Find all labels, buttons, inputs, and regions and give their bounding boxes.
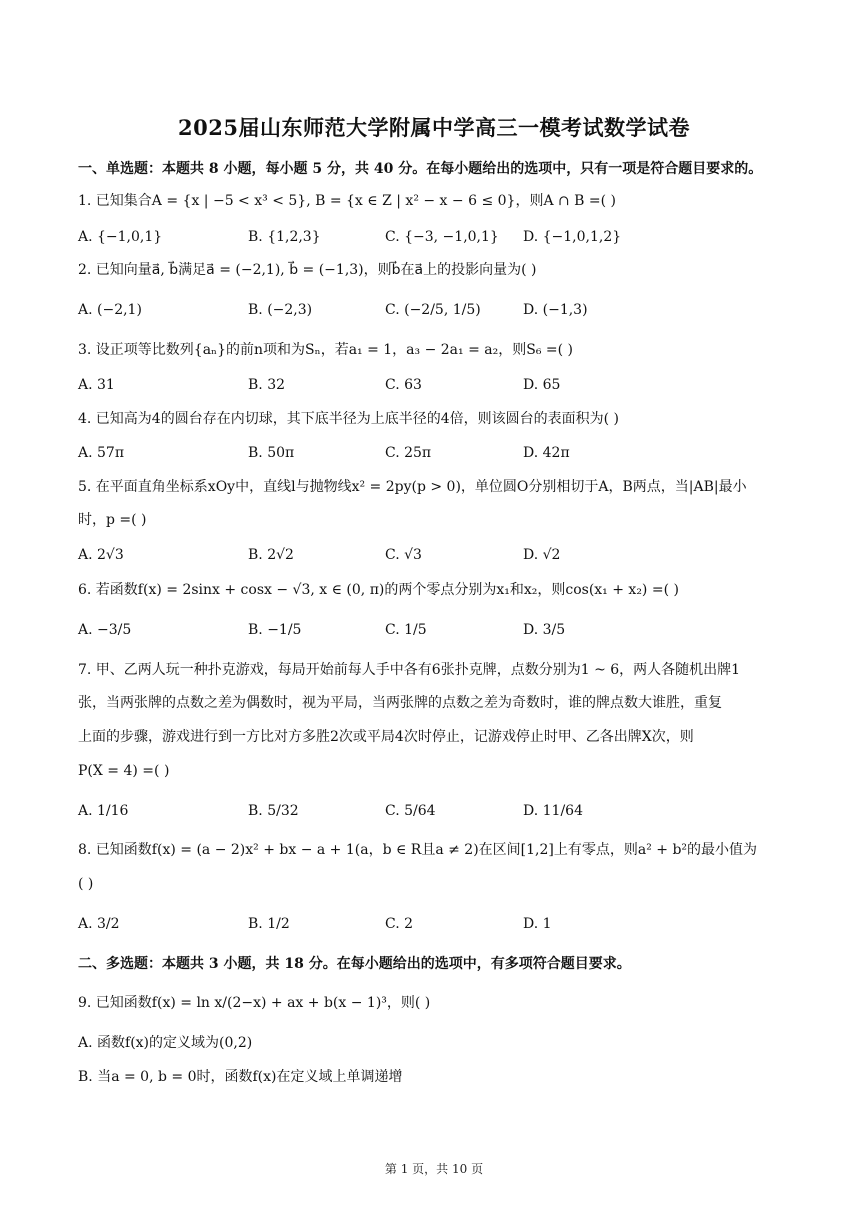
question-8-stem-line-2: ( ) — [78, 876, 94, 892]
question-1-options — [78, 227, 798, 251]
question-7-stem-line-1: 7. 甲、乙两人玩一种扑克游戏，每局开始前每人手中各有6张扑克牌，点数分别为1 ~ 6，两人各随机出牌1 — [78, 662, 741, 678]
question-4-stem: 4. 已知高为4的圆台存在内切球，其下底半径为上底半径的4倍，则该圆台的表面积为( ) — [78, 411, 619, 427]
option-c: C. 2 — [385, 916, 414, 932]
option-b: B. {1,2,3} — [248, 229, 321, 245]
question-9-option-b: B. 当a = 0, b = 0时，函数f(x)在定义域上单调递增 — [78, 1069, 403, 1085]
option-c: C. (−2/5, 1/5) — [385, 302, 481, 318]
option-b: B. −1/5 — [248, 622, 302, 638]
option-c: C. {−3, −1,0,1} — [385, 229, 499, 245]
option-c: C. 1/5 — [385, 622, 427, 638]
question-5-options — [78, 545, 798, 569]
question-8-stem-line-1: 8. 已知函数f(x) = (a − 2)x² + bx − a + 1(a，b ∈ R且a ≠ 2)在区间[1,2]上有零点，则a² + b²的最小值为 — [78, 842, 758, 858]
option-d: D. 42π — [523, 445, 570, 461]
page-footer: 第 1 页，共 10 页 — [384, 1162, 484, 1176]
question-8-options — [78, 914, 798, 938]
option-a: A. 1/16 — [78, 803, 129, 819]
option-b: B. 5/32 — [248, 803, 299, 819]
option-d: D. 3/5 — [523, 622, 566, 638]
option-b: B. 32 — [248, 377, 286, 393]
question-2-options — [78, 300, 798, 324]
option-a: A. 3/2 — [78, 916, 120, 932]
option-a: A. (−2,1) — [78, 302, 142, 318]
option-d: D. (−1,3) — [523, 302, 588, 318]
option-d: D. 11/64 — [523, 803, 583, 819]
question-5-stem-line-2: 时，p =( ) — [78, 512, 147, 528]
question-6-stem: 6. 若函数f(x) = 2sinx + cosx − √3, x ∈ (0, π)的两个零点分别为x₁和x₂，则cos(x₁ + x₂) =( ) — [78, 582, 679, 598]
option-b: B. 1/2 — [248, 916, 290, 932]
question-7-stem-line-4: P(X = 4) =( ) — [78, 763, 170, 779]
option-d: D. 65 — [523, 377, 561, 393]
option-a: A. 31 — [78, 377, 115, 393]
option-c: C. 63 — [385, 377, 422, 393]
section-multiple-choice-heading: 二、多选题：本题共 3 小题，共 18 分。在每小题给出的选项中，有多项符合题目要求。 — [78, 956, 631, 972]
question-9-stem: 9. 已知函数f(x) = ln x/(2−x) + ax + b(x − 1)³，则( ) — [78, 995, 431, 1011]
option-c: C. 5/64 — [385, 803, 436, 819]
option-a: A. −3/5 — [78, 622, 132, 638]
question-2-stem: 2. 已知向量a⃗, b⃗满足a⃗ = (−2,1), b⃗ = (−1,3)，则b⃗在a⃗上的投影向量为( ) — [78, 262, 537, 278]
option-b: B. 2√2 — [248, 547, 294, 563]
exam-title: 2025届山东师范大学附属中学高三一模考试数学试卷 — [178, 115, 690, 140]
question-7-options — [78, 801, 798, 825]
option-b: B. 50π — [248, 445, 295, 461]
question-7-stem-line-2: 张，当两张牌的点数之差为偶数时，视为平局，当两张牌的点数之差为奇数时，谁的牌点数大谁胜，重复 — [78, 695, 722, 711]
question-4-options — [78, 443, 798, 467]
question-5-stem-line-1: 5. 在平面直角坐标系xOy中，直线l与抛物线x² = 2py(p > 0)，单位圆O分别相切于A，B两点，当|AB|最小 — [78, 479, 747, 495]
option-c: C. 25π — [385, 445, 432, 461]
question-7-stem-line-3: 上面的步骤，游戏进行到一方比对方多胜2次或平局4次时停止，记游戏停止时甲、乙各出牌X次，则 — [78, 729, 694, 745]
question-1-stem: 1. 已知集合A = {x | −5 < x³ < 5}, B = {x ∈ Z | x² − x − 6 ≤ 0}，则A ∩ B =( ) — [78, 193, 617, 209]
question-3-options — [78, 375, 798, 399]
question-3-stem: 3. 设正项等比数列{aₙ}的前n项和为Sₙ，若a₁ = 1，a₃ − 2a₁ = a₂，则S₆ =( ) — [78, 342, 573, 358]
option-b: B. (−2,3) — [248, 302, 313, 318]
option-a: A. 2√3 — [78, 547, 124, 563]
option-d: D. 1 — [523, 916, 552, 932]
option-a: A. {−1,0,1} — [78, 229, 163, 245]
option-a: A. 57π — [78, 445, 125, 461]
option-c: C. √3 — [385, 547, 422, 563]
question-6-options — [78, 620, 798, 644]
option-d: D. √2 — [523, 547, 561, 563]
section-single-choice-heading: 一、单选题：本题共 8 小题，每小题 5 分，共 40 分。在每小题给出的选项中，只有一项是符合题目要求的。 — [78, 161, 763, 177]
option-d: D. {−1,0,1,2} — [523, 229, 622, 245]
question-9-option-a: A. 函数f(x)的定义域为(0,2) — [78, 1035, 253, 1051]
